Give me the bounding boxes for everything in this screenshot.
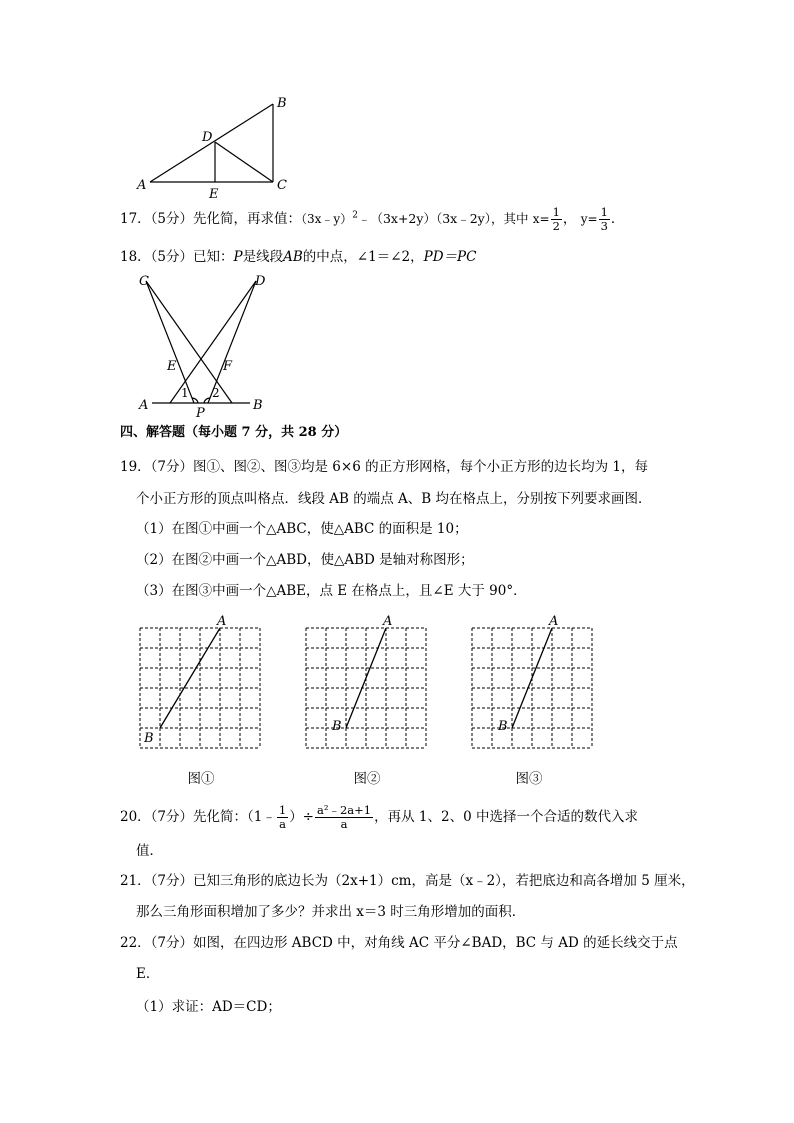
q17-intro: 17．（5分）先化简，再求值： <box>120 211 302 227</box>
grid3-caption: 图③ <box>515 771 543 787</box>
question-18 <box>120 248 476 266</box>
q20-frac1 <box>277 804 288 831</box>
q19-sub3: （3）在图③中画一个△ABE，点 E 在格点上，且∠E 大于 90°． <box>136 583 527 599</box>
section-heading: 四、解答题（每小题 7 分，共 28 分） <box>120 425 348 440</box>
grid-2 <box>291 613 441 763</box>
grid-label-b: B <box>144 731 154 746</box>
q20-frac2 <box>315 804 373 831</box>
q17-y-eq: y= <box>580 212 598 226</box>
figure-18 <box>130 270 280 420</box>
triangle-figure-top <box>130 92 300 202</box>
label-d: D <box>202 130 213 145</box>
q17-expr2: ﹣（3x+2y）（3x﹣2y），其中 <box>357 211 529 226</box>
q18-text-a: 18．（5分）已知： <box>120 249 234 265</box>
segment-ab <box>160 628 220 728</box>
fig18-label-d: D <box>255 274 266 289</box>
grid-label-b: B <box>332 719 342 734</box>
q17-x-den: 2 <box>552 219 560 233</box>
q17-x-eq: x= <box>532 212 550 226</box>
fig18-label-a: A <box>139 398 149 413</box>
q17-exponent: 2 <box>352 210 358 221</box>
grid-label-b: B <box>498 719 508 734</box>
q19-sub1: （1）在图①中画一个△ABC，使△ABC 的面积是 10； <box>136 521 468 537</box>
grid-label-a: A <box>383 614 393 629</box>
q17-x-num: 1 <box>552 205 560 219</box>
grid2-caption: 图② <box>353 771 381 787</box>
fig18-label-2: 2 <box>212 386 220 400</box>
q22-sub1: （1）求证：AD＝CD； <box>136 999 281 1015</box>
q19-line1: 19．（7分）图①、图②、图③均是 6×6 的正方形网格，每个小正方形的边长均为 1，每 <box>120 459 648 475</box>
q20-frac1-den: a <box>279 817 286 831</box>
q21-line2: 那么三角形面积增加了多少？并求出 x＝3 时三角形增加的面积． <box>136 904 526 920</box>
q20-frac1-num: 1 <box>278 803 287 817</box>
q18-p: P <box>233 249 243 265</box>
q17-sep: ， <box>562 211 577 227</box>
grid-label-a: A <box>549 614 559 629</box>
q20-b: ）÷ <box>289 809 314 825</box>
q17-y-den: 3 <box>600 219 608 233</box>
grid-label-a: A <box>217 614 227 629</box>
fig18-label-f: F <box>223 359 233 374</box>
q17-end: ． <box>610 211 625 227</box>
q19-sub2: （2）在图②中画一个△ABD，使△ABD 是轴对称图形； <box>136 552 474 568</box>
q17-x-fraction <box>551 206 562 233</box>
fig18-label-p: P <box>196 406 205 420</box>
q17-expr: （3x﹣y） <box>301 212 353 226</box>
q22-line1: 22．（7分）如图，在四边形 ABCD 中，对角线 AC 平分∠BAD，BC 与 AD 的延长线交于点 <box>120 935 678 951</box>
q22-line2: E． <box>136 966 160 982</box>
q18-pd-pc: PD＝PC <box>423 249 477 265</box>
fig18-label-e: E <box>167 359 177 374</box>
q20-frac2-den: a <box>340 817 348 831</box>
question-20 <box>120 804 638 831</box>
q18-text-b: 是线段 <box>242 249 284 265</box>
label-a: A <box>137 178 147 193</box>
fig18-label-1: 1 <box>181 386 189 400</box>
question-17 <box>120 206 624 233</box>
q18-ab: AB <box>283 249 303 265</box>
q18-text-c: 的中点，∠1＝∠2， <box>302 249 424 265</box>
grid-1 <box>125 613 275 763</box>
label-b: B <box>277 96 287 111</box>
fig18-label-b: B <box>253 398 263 413</box>
label-c: C <box>277 178 287 193</box>
grid1-caption: 图① <box>187 771 215 787</box>
grid-3 <box>457 613 607 763</box>
q20-frac2-num: a²﹣2a+1 <box>317 803 372 817</box>
q19-line2: 个小正方形的顶点叫格点．线段 AB 的端点 A、B 均在格点上，分别按下列要求画图． <box>136 491 652 507</box>
q20-line2: 值． <box>136 843 163 859</box>
fig18-label-c: C <box>139 274 149 289</box>
q17-y-fraction <box>599 206 610 233</box>
q20-c: ，再从 1、2、0 中选择一个合适的数代入求 <box>374 809 638 825</box>
label-e: E <box>209 187 219 202</box>
q20-a: 20．（7分）先化简：（1﹣ <box>120 809 276 825</box>
q17-y-num: 1 <box>600 205 608 219</box>
q21-line1: 21．（7分）已知三角形的底边长为（2x+1）cm，高是（x﹣2），若把底边和高各增加 5 厘米， <box>120 873 695 889</box>
